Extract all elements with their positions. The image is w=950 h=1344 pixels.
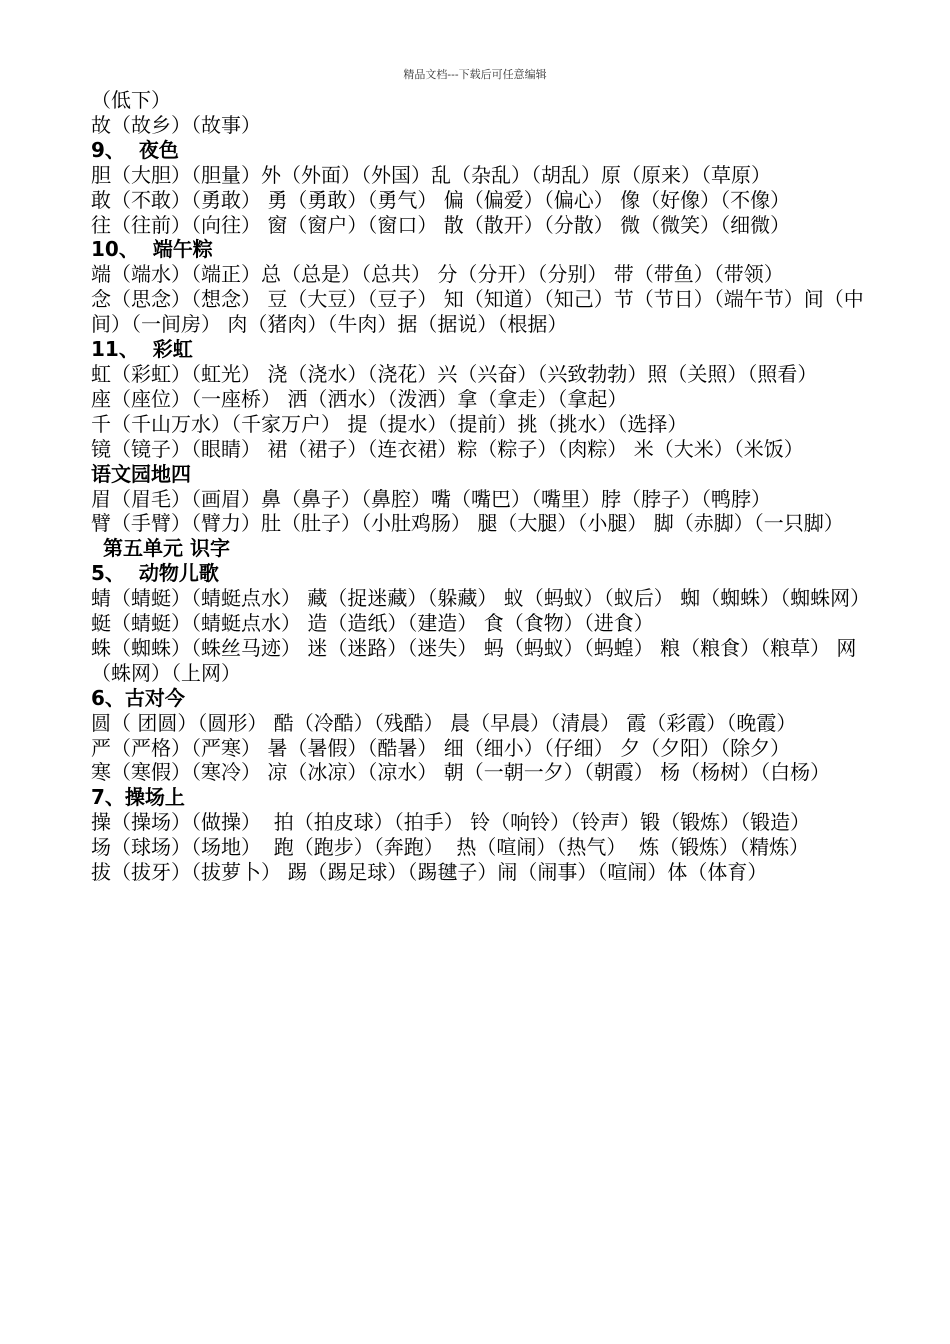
section-heading: 6、古对今 bbox=[91, 685, 185, 710]
vocab-line: 虹（彩虹）（虹光） 浇（浇水）（浇花）兴（兴奋）（兴致勃勃）照（关照）（照看） bbox=[91, 361, 818, 386]
vocab-line: 胆（大胆）（胆量）外（外面）（外国）乱（杂乱）（胡乱）原（原来）（草原） bbox=[91, 162, 771, 187]
vocab-line: 圆（ 团圆）（圆形） 酷（冷酷）（残酷） 晨（早晨）（清晨） 霞（彩霞）（晚霞） bbox=[91, 710, 797, 735]
page-header: 精品文档---下载后可任意编辑 bbox=[403, 68, 547, 81]
vocab-line: 眉（眉毛）（画眉）鼻（鼻子）（鼻腔）嘴（嘴巴）（嘴里）脖（脖子）（鸭脖） bbox=[91, 486, 771, 511]
section-heading: 语文园地四 bbox=[91, 461, 191, 486]
vocab-line: 千（千山万水）（千家万户） 提（提水）（提前）挑（挑水）（选择） bbox=[91, 411, 688, 436]
vocab-line: 座（座位）（一座桥） 洒（洒水）（泼洒）拿（拿走）（拿起） bbox=[91, 386, 628, 411]
vocab-line: 操（操场）（做操） 拍（拍皮球）（拍手） 铃（响铃）（铃声）锻（锻炼）（锻造） bbox=[91, 810, 811, 835]
vocab-line: 端（端水）（端正）总（总是）（总共） 分（分开）（分别） 带（带鱼）（带领） bbox=[91, 262, 784, 287]
section-heading: 5、 动物儿歌 bbox=[91, 561, 219, 586]
vocab-line: 念（思念）（想念） 豆（大豆）（豆子） 知（知道）（知己）节（节日）（端午节）间（中间）（一间房） 肉（猪肉）（牛肉）据（据说）（根据） bbox=[91, 287, 864, 337]
section-heading: 9、 夜色 bbox=[91, 137, 179, 162]
vocab-line: 寒（寒假）（寒冷） 凉（冰凉）（凉水） 朝（一朝一夕）（朝霞） 杨（杨树）（白杨） bbox=[91, 760, 831, 785]
vocab-line: 蛛（蜘蛛）（蛛丝马迹） 迷（迷路）（迷失） 蚂（蚂蚁）（蚂蝗） 粮（粮食）（粮草） 网（蛛网）（上网） bbox=[91, 635, 857, 685]
vocab-line: 敢（不敢）（勇敢） 勇（勇敢）（勇气） 偏（偏爱）（偏心） 像（好像）（不像） bbox=[91, 187, 791, 212]
section-heading: 7、操场上 bbox=[91, 785, 185, 810]
vocab-line: 故（故乡）（故事） bbox=[91, 112, 261, 137]
vocab-line: 往（往前）（向往） 窗（窗户）（窗口） 散（散开）（分散） 微（微笑）（细微） bbox=[91, 212, 791, 237]
vocab-line: 镜（镜子）（眼睛） 裙（裙子）（连衣裙）粽（粽子）（肉粽） 米（大米）（米饭） bbox=[91, 436, 804, 461]
vocab-line: 蜻（蜻蜓）（蜻蜓点水） 藏（捉迷藏）（躲藏） 蚁（蚂蚁）（蚁后） 蜘（蜘蛛）（蜘蛛网） 蜓（蜻蜓）（蜻蜓点水） 造（造纸）（建造） 食（食物）（进食） bbox=[91, 586, 877, 636]
vocab-line: （低下） bbox=[91, 88, 171, 112]
section-heading: 10、 端午粽 bbox=[91, 237, 213, 262]
vocab-line: 拔（拔牙）（拔萝卜） 踢（踢足球）（踢毽子）闹（闹事）（喧闹）体（体育） bbox=[91, 860, 768, 885]
vocab-line: 严（严格）（严寒） 暑（暑假）（酷暑） 细（细小）（仔细） 夕（夕阳）（除夕） bbox=[91, 735, 791, 760]
section-heading: 11、 彩虹 bbox=[91, 337, 193, 362]
vocab-line: 场（球场）（场地） 跑（跑步）（奔跑） 热（喧闹）（热气） 炼（锻炼）（精炼） bbox=[91, 835, 810, 860]
document-body bbox=[91, 88, 881, 885]
vocab-line: 臂（手臂）（臂力）肚（肚子）（小肚鸡肠） 腿（大腿）（小腿） 脚（赤脚）（一只脚） bbox=[91, 511, 844, 536]
unit-heading: 第五单元 识字 bbox=[103, 536, 230, 561]
